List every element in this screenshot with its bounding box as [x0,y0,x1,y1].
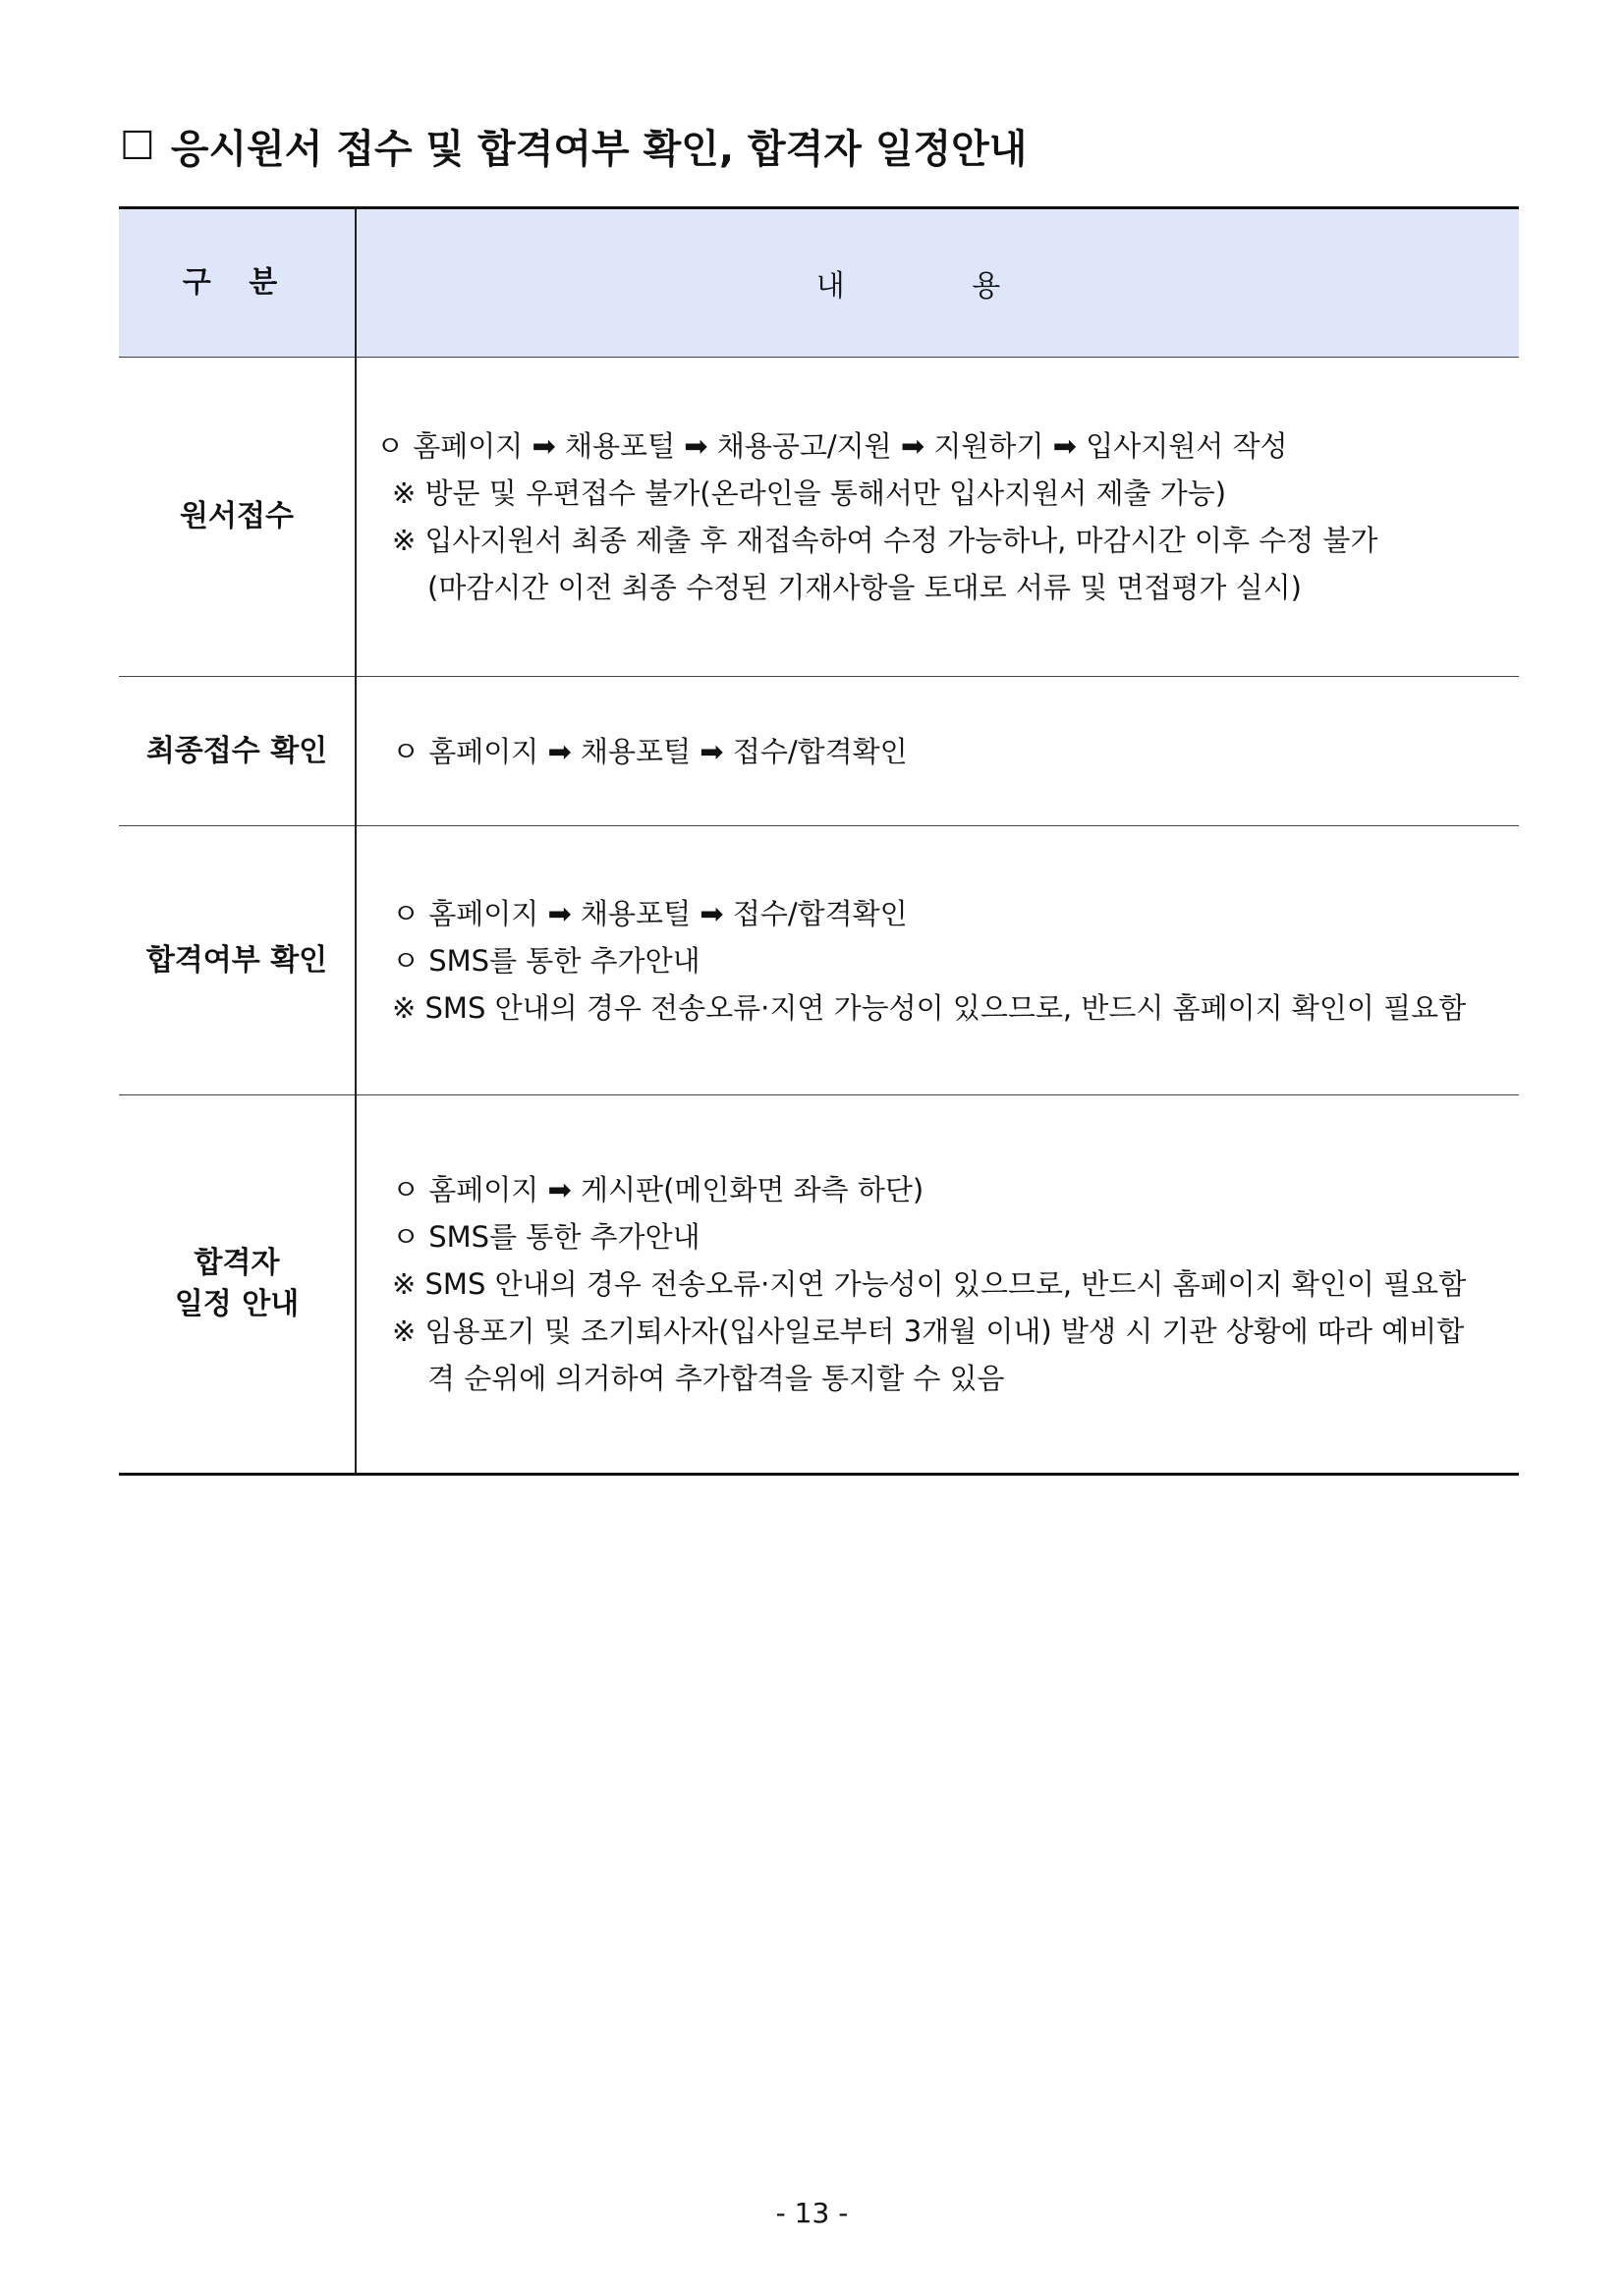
list-item: ※ SMS 안내의 경우 전송오류·지연 가능성이 있으므로, 반드시 홈페이지 확인이 필요함 [392,990,1467,1025]
list-item: ㅇ SMS를 통한 추가안내 [392,943,700,978]
list-item: ※ 방문 및 우편접수 불가(온라인을 통해서만 입사지원서 제출 가능) [392,476,1227,510]
header-content-label: 내 용 [815,269,1060,304]
checkbox-square-icon: ☐ [120,123,155,169]
row-label-result: 합격여부 확인 [119,826,356,1095]
list-item: 격 순위에 의거하여 추가합격을 통지할 수 있음 [427,1362,1005,1395]
table-row [119,358,1519,677]
list-item: ㅇ 홈페이지 ➡ 게시판(메인화면 좌측 하단) [392,1173,924,1206]
table-row [119,1095,1519,1475]
row-label-schedule-line1: 합격자 [194,1246,280,1280]
header-category [119,208,356,358]
header-category-label: 구 분 [182,265,292,300]
list-item: ※ 임용포기 및 조기퇴사자(입사일로부터 3개월 이내) 발생 시 기관 상황에 따라 예비합 [392,1315,1465,1348]
row-label-application: 원서접수 [119,358,356,677]
list-item: ㅇ 홈페이지 ➡ 채용포털 ➡ 접수/합격확인 [392,734,908,768]
list-item: ※ SMS 안내의 경우 전송오류·지연 가능성이 있으므로, 반드시 홈페이지 확인이 필요함 [392,1267,1467,1301]
table-row [119,677,1519,826]
row-label-schedule [119,1095,356,1475]
list-item: ㅇ 홈페이지 ➡ 채용포털 ➡ 접수/합격확인 [392,896,908,930]
row-content-final-check [356,677,1519,826]
table-header-row [119,208,1519,358]
header-content [356,208,1519,358]
list-item: ㅇ 홈페이지 ➡ 채용포털 ➡ 채용공고/지원 ➡ 지원하기 ➡ 입사지원서 작성 [376,429,1288,463]
page-number: - 13 - [775,2197,849,2229]
row-content-result [356,826,1519,1095]
section-heading-text: 응시원서 접수 및 합격여부 확인, 합격자 일정안내 [170,127,1028,172]
table-row [119,826,1519,1095]
list-item: (마감시간 이전 최종 수정된 기재사항을 토대로 서류 및 면접평가 실시) [427,571,1302,604]
section-heading [120,118,1027,174]
row-content-schedule [356,1095,1519,1475]
list-item: ㅇ SMS를 통한 추가안내 [392,1220,700,1254]
info-table [119,206,1519,1476]
row-label-final-check: 최종접수 확인 [119,677,356,826]
list-item: ※ 입사지원서 최종 제출 후 재접속하여 수정 가능하나, 마감시간 이후 수정 불가 [392,524,1378,557]
row-label-schedule-line2: 일정 안내 [174,1287,300,1321]
row-content-application [356,358,1519,677]
